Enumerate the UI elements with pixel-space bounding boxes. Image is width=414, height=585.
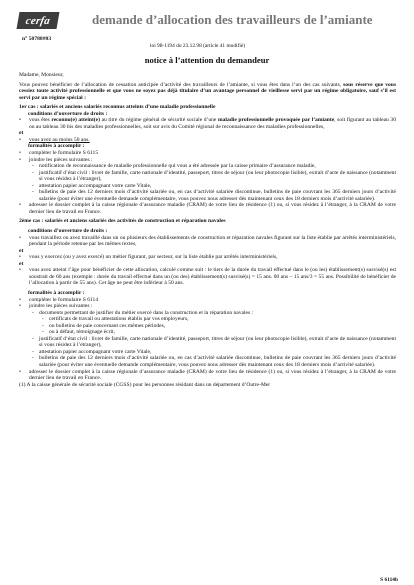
case2-piece-1: - documents permettant de justifier du métier exercé dans la construction et la réparation navales : (19, 310, 396, 317)
case2-formality-1: • compléter le formulaire S 6114 (19, 297, 396, 304)
case2-formality-2: • joindre les pièces suivantes : (19, 303, 396, 310)
case1-title: 1er cas : salariés et anciens salariés reconnus atteints d’une maladie professionnelle (19, 104, 216, 111)
case1-conditions-title: conditions d’ouverture de droits : (28, 110, 108, 117)
case1-formality-2: • joindre les pièces suivantes : (19, 157, 396, 164)
case1-formalities-title: formalités à accomplir : (28, 143, 85, 150)
notice-heading: notice à l’attention du demandeur (144, 55, 270, 65)
case2-subpiece-3: - ou à défaut, témoignage écrit, (19, 329, 396, 336)
cerfa-logo: cerfa (17, 12, 60, 29)
case1-piece-1: - notification de reconnaissance de maladie professionnelle qui vous a été adressée par la caisse primaire d’assurance maladie, (19, 163, 396, 170)
case1-condition-2: • vous avez au moins 50 ans. (19, 137, 396, 144)
case1-condition-1: • vous êtes reconnu(e) atteint(e) au titre du régime général de sécurité sociale d’une maladie professionnelle provoquée par l’amiante, soit figurant au tableau 30 ou au tableau 30 bis des maladies professionnelles, soit sur avis du Comité régional de reconnaissance des maladies professionnelles, (19, 117, 396, 130)
case2-formality-3: • adresser le dossier complet à la caisse régionale d’assurance maladie (CRAM) de votre lieu de résidence (1) ou, si vous résidez à l’étranger, à la CRAM de votre dernier lieu de travail en France. (19, 369, 396, 382)
case1-piece-4: - bulletins de paie des 12 derniers mois d’activité salariée ou, en cas d’activité salariée discontinue, bulletins de paie couvrant les 365 derniers jours d’activité salariée (pour éviter une éventuelle demande complémentaire, vous pouvez nous adresser dès maintenant ceux des 18 derniers mois d’activité salariée). (19, 189, 396, 202)
case1-piece-2: - justificatif d’état civil : livret de famille, carte nationale d’identité, passeport, titres de séjour (ou leur photocopie lisible), extrait d’acte de naissance (notamment si vous résidez à l’étranger), (19, 170, 396, 183)
case2-et-2: et (19, 260, 24, 267)
law-reference: loi 98-1194 du 23.12.98 (article 41 modifié) (150, 43, 246, 49)
case2-piece-4: - bulletins de paie des 12 derniers mois d’activité salariée ou, en cas d’activité salariée discontinue, bulletins de paie couvrant les 365 derniers jours d’activité salariée (pour éviter une éventuelle demande complémentaire, vous pouvez nous adresser dès maintenant ceux des 18 derniers mois d’activité salariée). (19, 355, 396, 368)
case2-subpiece-1: - certificats de travail ou attestations établis par vos employeurs, (19, 316, 396, 323)
case2-piece-3: - attestation papier accompagnant votre carte Vitale, (19, 349, 396, 356)
form-number: n° 50788#03 (22, 36, 52, 42)
case2-conditions-title: conditions d’ouverture de droits : (28, 228, 108, 235)
case2-piece-2: - justificatif d’état civil : livret de famille, carte nationale d’identité, passeport, titres de séjour (ou leur photocopie lisible), extrait d’acte de naissance (notamment si vous résidez à l’étranger), (19, 336, 396, 349)
case2-et-1: et (19, 247, 24, 254)
case2-title: 2ème cas : salariés et anciens salariés des activités de construction et réparation navales (19, 218, 226, 225)
salutation: Madame, Monsieur, (19, 72, 64, 78)
case1-et: et (19, 130, 24, 137)
case1-formality-3: • adresser le dossier complet à la caisse régionale d’assurance maladie (CRAM) de votre lieu de résidence (1) ou, si vous résidez à l’étranger, à la CRAM de votre dernier lieu de travail en France. (19, 202, 396, 215)
case1-formality-1: • compléter le formulaire S 6115 (19, 150, 396, 157)
case2-condition-3: • vous avez atteint l’âge pour bénéficier de cette allocation, calculé comme suit : le tiers de la durée du travail effectué dans le (ou les) établissement(s) susvisé(s) est soustrait de 60 ans (exemple : durée du travail effectué dans un (ou des) établissement(s) susvisé(s) = 15 ans. 60 ans – 15 ans/3 = 55 ans. Possibilité de bénéficier de l’allocation à partir de 55 ans). Cet âge ne peut être inférieur à 50 ans. (19, 267, 396, 287)
form-title: demande d’allocation des travailleurs de l’amiante (92, 12, 373, 27)
case2-condition-2: • vous y exercez (ou y avez exercé) un métier figurant, par secteur, sur la liste établie par arrêtés interministériels, (19, 254, 396, 261)
case2-subpiece-2: - ou bulletins de paie concernant ces mêmes périodes, (19, 323, 396, 330)
footnote: (1) A la caisse générale de sécurité sociale (CGSS) pour les personnes résidant dans un département d’Outre-Mer (19, 381, 271, 388)
case2-formalities-title: formalités à accomplir : (28, 289, 85, 296)
notice-body (19, 72, 396, 388)
form-reference-code: S 6114b (380, 577, 398, 583)
intro-paragraph: Vous pouvez bénéficier de l’allocation de cessation anticipée d’activité des travailleurs de l’amiante, si vous êtes dans l’un des cas suivants, sous réserve que vous cessiez toute activité professionnelle et que vous ne soyez pas déjà titulaire d’un avantage personnel de vieillesse servi par un régime obligatoire, sauf s’il est servi par un régime spécial : (19, 81, 396, 101)
case2-condition-1: • vous travaillez ou avez travaillé dans un ou plusieurs des établissements de construction et réparation navales figurant sur la liste établie par arrêtés interministériels, pendant la période retenue par les mêmes textes, (19, 235, 396, 248)
case1-piece-3: - attestation papier accompagnant votre carte Vitale, (19, 183, 396, 190)
